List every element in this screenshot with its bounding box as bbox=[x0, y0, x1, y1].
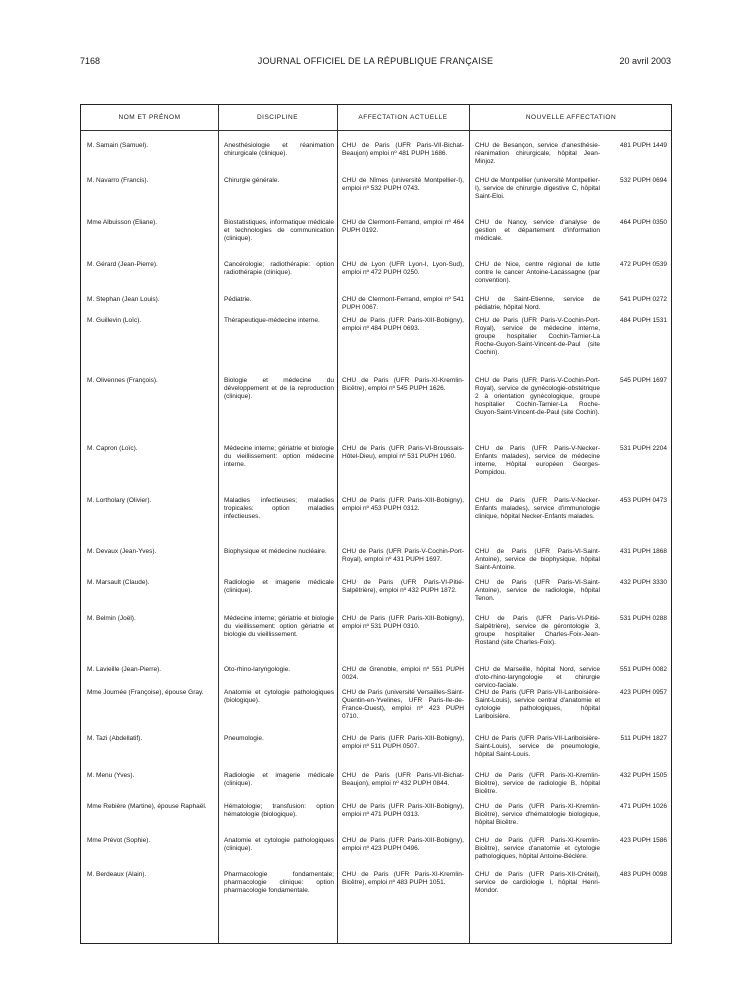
person-name: M. Olivennes (François). bbox=[87, 377, 158, 384]
discipline: Pédiatrie. bbox=[224, 296, 252, 303]
new-assignment: CHU de Paris (UFR Paris-V-Necker-Enfants malades), service de médecine interne, Hôpital européen Georges-Pompidou. bbox=[475, 445, 600, 477]
new-assignment: CHU de Paris (UFR Paris-V-Cochin-Port-Royal), service de gynécologie-obstétrique 2 à orientation gynécologique, groupe hospitalier Cochin-Tarnier-La Roche-Guyon-Saint-Vincent-de-Paul (site Cochin). bbox=[475, 377, 600, 417]
current-assignment: CHU de Paris (UFR Paris-XIII-Bobigny), emploi nº 531 PUPH 0310. bbox=[342, 615, 464, 631]
post-code: 531 PUPH 2204 bbox=[620, 445, 667, 452]
column-header-current-assignment: AFFECTATION ACTUELLE bbox=[358, 114, 448, 121]
post-code: 545 PUPH 1697 bbox=[620, 377, 667, 384]
person-name: M. Capron (Loïc). bbox=[87, 445, 138, 452]
discipline: Radiologie et imagerie médicale (clinique). bbox=[224, 772, 334, 788]
new-assignment: CHU de Nice, centre régional de lutte contre le cancer Antoine-Lacassagne (par convention). bbox=[475, 261, 600, 285]
post-code: 532 PUPH 0694 bbox=[620, 177, 667, 184]
discipline: Médecine interne; gériatrie et biologie du vieillissement: option gériatrie et biologie du vieillissement. bbox=[224, 615, 334, 639]
post-code: 483 PUPH 0098 bbox=[620, 871, 667, 878]
post-code: 472 PUPH 0539 bbox=[620, 261, 667, 268]
column-divider bbox=[337, 105, 338, 943]
new-assignment: CHU de Paris (UFR Paris-XI-Kremlin-Bicêtre), service d'hématologie biologique, hôpital Bicêtre. bbox=[475, 803, 600, 827]
current-assignment: CHU de Nîmes (université Montpellier-I), emploi nº 532 PUPH 0743. bbox=[342, 177, 464, 193]
person-name: M. Marsault (Claude). bbox=[87, 579, 150, 586]
new-assignment: CHU de Saint-Etienne, service de pédiatrie, hôpital Nord. bbox=[475, 296, 600, 312]
current-assignment: CHU de Paris (UFR Paris-V-Cochin-Port-Royal), emploi nº 431 PUPH 1697. bbox=[342, 548, 464, 564]
post-code: 481 PUPH 1449 bbox=[620, 142, 667, 149]
person-name: M. Lavieille (Jean-Pierre). bbox=[87, 666, 162, 673]
publication-date: 20 avril 2003 bbox=[619, 56, 671, 66]
current-assignment: CHU de Paris (UFR Paris-VI-Pitié-Salpêtrière), emploi nº 432 PUPH 1872. bbox=[342, 579, 464, 595]
current-assignment: CHU de Paris (UFR Paris-XIII-Bobigny), emploi nº 511 PUPH 0507. bbox=[342, 735, 464, 751]
current-assignment: CHU de Paris (UFR Paris-XIII-Bobigny), emploi nº 484 PUPH 0693. bbox=[342, 317, 464, 333]
new-assignment: CHU de Paris (UFR Paris-XII-Créteil), service de cardiologie I, hôpital Henri-Mondor. bbox=[475, 871, 600, 895]
discipline: Thérapeutique-médecine interne. bbox=[224, 317, 320, 324]
person-name: M. Gérard (Jean-Pierre). bbox=[87, 261, 158, 268]
post-code: 464 PUPH 0350 bbox=[620, 219, 667, 226]
current-assignment: CHU de Paris (UFR Paris-VII-Bichat-Beaujon), emploi nº 432 PUPH 0844. bbox=[342, 772, 464, 788]
discipline: Biologie et médecine du développement et de la reproduction (clinique). bbox=[224, 377, 334, 401]
header-separator bbox=[81, 130, 671, 131]
new-assignment: CHU de Paris (UFR Paris-XI-Kremlin-Bicêtre), service d'anatomie et cytologie pathologiques, hôpital Antoine-Béclère. bbox=[475, 837, 600, 861]
new-assignment: CHU de Besançon, service d'anesthésie-réanimation chirurgicale, hôpital Jean-Minjoz. bbox=[475, 142, 600, 166]
person-name: M. Samain (Samuel). bbox=[87, 142, 149, 149]
post-code: 471 PUPH 1026 bbox=[620, 803, 667, 810]
post-code: 511 PUPH 1827 bbox=[620, 735, 667, 742]
current-assignment: CHU de Paris (UFR Paris-XIII-Bobigny), emploi nº 453 PUPH 0312. bbox=[342, 497, 464, 513]
discipline: Hématologie; transfusion: option hématologie (biologique). bbox=[224, 803, 334, 819]
person-name: M. Berdeaux (Alain). bbox=[87, 871, 147, 878]
person-name: M. Menu (Yves). bbox=[87, 772, 135, 779]
discipline: Radiologie et imagerie médicale (clinique). bbox=[224, 579, 334, 595]
current-assignment: CHU de Paris (UFR Paris-XIII-Bobigny), emploi nº 471 PUPH 0313. bbox=[342, 803, 464, 819]
current-assignment: CHU de Paris (UFR Paris-XI-Kremlin-Bicêtre), emploi nº 545 PUPH 1626. bbox=[342, 377, 464, 393]
post-code: 551 PUPH 0082 bbox=[620, 666, 667, 673]
person-name: M. Navarro (Francis). bbox=[87, 177, 149, 184]
post-code: 423 PUPH 1586 bbox=[620, 837, 667, 844]
discipline: Médecine interne; gériatrie et biologie du vieillissement: option médecine interne. bbox=[224, 445, 334, 469]
discipline: Anatomie et cytologie pathologiques (biologique). bbox=[224, 689, 334, 705]
post-code: 531 PUPH 0288 bbox=[620, 615, 667, 622]
discipline: Biostatistiques, informatique médicale et technologies de communication (clinique). bbox=[224, 219, 334, 243]
person-name: M. Belmin (Joël). bbox=[87, 615, 136, 622]
person-name: M. Tazi (Abdellatif). bbox=[87, 735, 143, 742]
current-assignment: CHU de Paris (UFR Paris-VI-Broussais-Hôtel-Dieu), emploi nº 531 PUPH 1960. bbox=[342, 445, 464, 461]
new-assignment: CHU de Montpellier (université Montpellier-I), service de chirurgie digestive C, hôpital Saint-Eloi. bbox=[475, 177, 600, 201]
post-code: 432 PUPH 1505 bbox=[620, 772, 667, 779]
journal-title: JOURNAL OFFICIEL DE LA RÉPUBLIQUE FRANÇAISE bbox=[257, 56, 494, 66]
person-name: Mme Journée (Françoise), épouse Gray. bbox=[87, 689, 204, 696]
discipline: Cancérologie; radiothérapie: option radiothérapie (clinique). bbox=[224, 261, 334, 277]
discipline: Pharmacologie fondamentale; pharmacologie clinique: option pharmacologie fondamentale. bbox=[224, 871, 334, 895]
current-assignment: CHU de Paris (université Versailles-Saint-Quentin-en-Yvelines, UFR Paris-Ile-de-France-Ouest), emploi nº 423 PUPH 0710. bbox=[342, 689, 464, 721]
discipline: Maladies infectieuses; maladies tropicales: option maladies infectieuses. bbox=[224, 497, 334, 521]
new-assignment: CHU de Paris (UFR Paris-VI-Pitié-Salpêtrière), service de gérontologie 3, groupe hospitalier Charles-Foix-Jean-Rostand (site Charles-Foix). bbox=[475, 615, 600, 647]
new-assignment: CHU de Paris (UFR Paris-VI-Saint-Antoine), service de biophysique, hôpital Saint-Antoine. bbox=[475, 548, 600, 572]
person-name: M. Guillevin (Loïc). bbox=[87, 317, 142, 324]
current-assignment: CHU de Clermont-Ferrand, emploi nº 464 PUPH 0192. bbox=[342, 219, 464, 235]
person-name: M. Devaux (Jean-Yves). bbox=[87, 548, 157, 555]
current-assignment: CHU de Clermont-Ferrand, emploi nº 541 PUPH 0067. bbox=[342, 296, 464, 312]
appointments-table bbox=[80, 104, 672, 944]
current-assignment: CHU de Paris (UFR Paris-XI-Kremlin-Bicêtre), emploi nº 483 PUPH 1051. bbox=[342, 871, 464, 887]
person-name: M. Lortholary (Olivier). bbox=[87, 497, 152, 504]
discipline: Oto-rhino-laryngologie. bbox=[224, 666, 291, 673]
new-assignment: CHU de Paris (UFR Paris-VII-Lariboisière-Saint-Louis), service de pneumologie, hôpital Saint-Louis. bbox=[475, 735, 600, 759]
person-name: M. Stephan (Jean Louis). bbox=[87, 296, 160, 303]
person-name: Mme Prévot (Sophie). bbox=[87, 837, 151, 844]
person-name: Mme Rebière (Martine), épouse Raphaël. bbox=[87, 803, 207, 810]
new-assignment: CHU de Paris (UFR Paris-V-Cochin-Port-Royal), service de médecine interne, groupe hospitalier Cochin-Tarnier-La Roche-Guyon-Saint-Vincent-de-Paul (site Cochin). bbox=[475, 317, 600, 357]
current-assignment: CHU de Paris (UFR Paris-VII-Bichat-Beaujon) emploi nº 481 PUPH 1686. bbox=[342, 142, 464, 158]
new-assignment: CHU de Marseille, hôpital Nord, service d'oto-rhino-laryngologie et chirurgie cervico-faciale. bbox=[475, 666, 600, 690]
column-divider bbox=[218, 105, 219, 943]
current-assignment: CHU de Paris (UFR Paris-XIII-Bobigny), emploi nº 423 PUPH 0496. bbox=[342, 837, 464, 853]
post-code: 423 PUPH 0957 bbox=[620, 689, 667, 696]
column-header-new-assignment: NOUVELLE AFFECTATION bbox=[525, 114, 617, 121]
discipline: Chirurgie générale. bbox=[224, 177, 280, 184]
discipline: Anatomie et cytologie pathologiques (clinique). bbox=[224, 837, 334, 853]
discipline: Pneumologie. bbox=[224, 735, 264, 742]
post-code: 432 PUPH 3330 bbox=[620, 579, 667, 586]
discipline: Anesthésiologie et réanimation chirurgicale (clinique). bbox=[224, 142, 334, 158]
post-code: 541 PUPH 0272 bbox=[620, 296, 667, 303]
discipline: Biophysique et médecine nucléaire. bbox=[224, 548, 327, 555]
page-header bbox=[80, 55, 671, 69]
post-code: 453 PUPH 0473 bbox=[620, 497, 667, 504]
new-assignment: CHU de Paris (UFR Paris-V-Necker-Enfants malades), service d'immunologie clinique, hôpital Necker-Enfants malades. bbox=[475, 497, 600, 521]
column-header-discipline: DISCIPLINE bbox=[256, 114, 299, 121]
new-assignment: CHU de Nancy, service d'analyse de gestion et département d'information médicale. bbox=[475, 219, 600, 243]
column-header-name: NOM ET PRÉNOM bbox=[118, 114, 181, 121]
column-divider bbox=[469, 105, 470, 943]
current-assignment: CHU de Lyon (UFR Lyon-I, Lyon-Sud), emploi nº 472 PUPH 0250. bbox=[342, 261, 464, 277]
new-assignment: CHU de Paris (UFR Paris-VI-Saint-Antoine), service de radiologie, hôpital Tenon. bbox=[475, 579, 600, 603]
new-assignment: CHU de Paris (UFR Paris-VII-Lariboisière-Saint-Louis), service central d'anatomie et cytologie pathologiques, hôpital Lariboisière. bbox=[475, 689, 600, 721]
post-code: 484 PUPH 1531 bbox=[620, 317, 667, 324]
person-name: Mme Albuisson (Eliane). bbox=[87, 219, 158, 226]
new-assignment: CHU de Paris (UFR Paris-XI-Kremlin-Bicêtre), service de radiologie B, hôpital Bicêtre. bbox=[475, 772, 600, 796]
current-assignment: CHU de Grenoble, emploi nº 551 PUPH 0024. bbox=[342, 666, 464, 682]
page-number: 7168 bbox=[80, 56, 101, 66]
post-code: 431 PUPH 1868 bbox=[620, 548, 667, 555]
